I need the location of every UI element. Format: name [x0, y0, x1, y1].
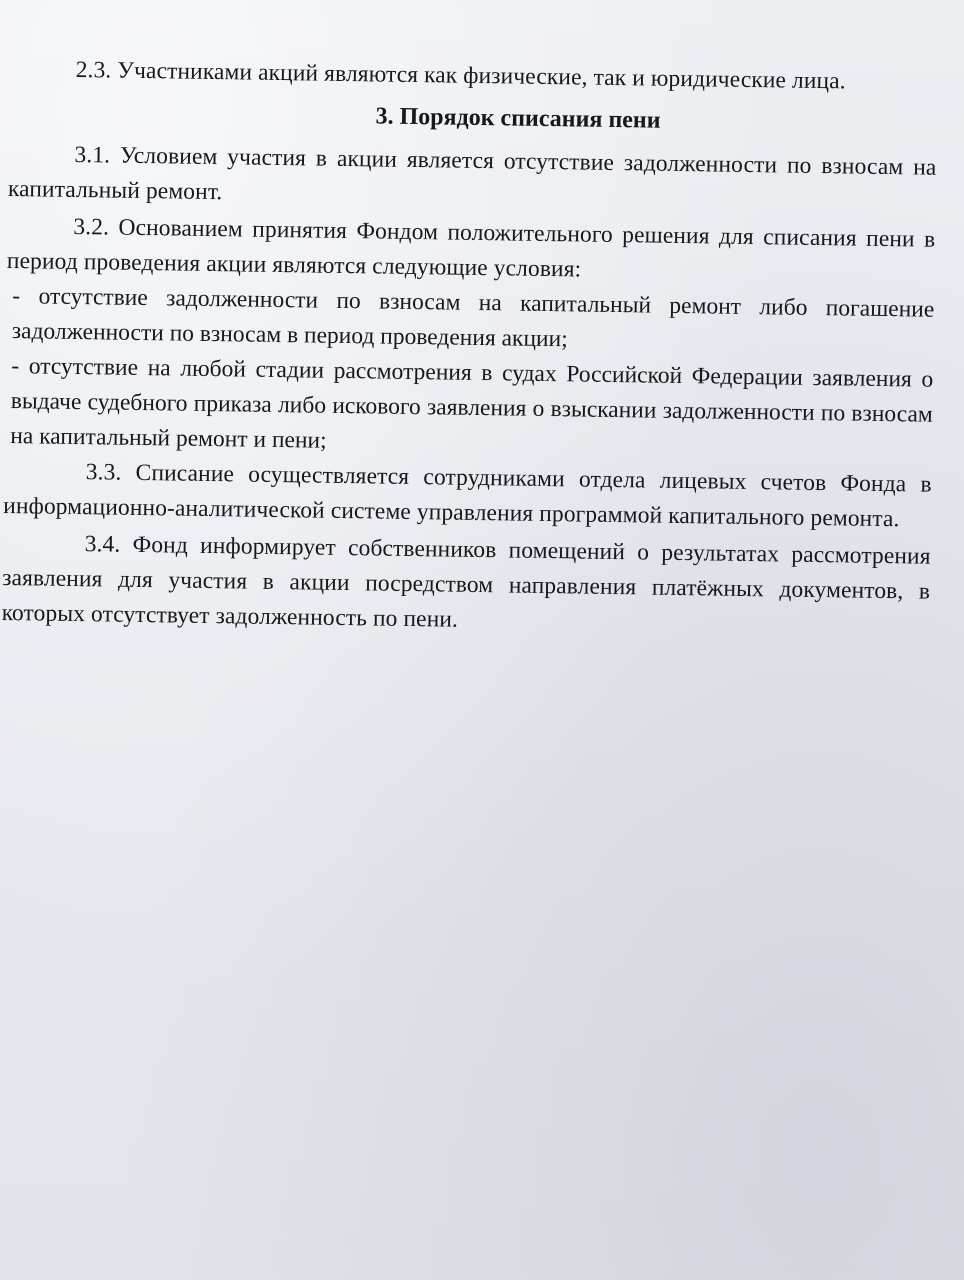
paragraph-2-3: 2.3. Участниками акций являются как физические, так и юридические лица.: [75, 56, 846, 95]
paragraph-3-2-item-2: - отсутствие на любой стадии рассмотрения в судах Российской Федерации заявления о выдаче судебного приказа либо искового заявления о взыскании задолженности по взносам на капитальный ремонт и пени;: [10, 353, 934, 454]
paragraph-3-4: 3.4. Фонд информирует собственников помещений о результатах рассмотрения заявления для участия в акции посредством направления платёжных документов, в которых отсутствует задолженность по пени.: [1, 531, 931, 633]
paragraph-3-1: 3.1. Условием участия в акции является отсутствие задолженности по взносам на капитальный ремонт.: [7, 141, 937, 206]
document-body: [1, 52, 937, 645]
section-3-title: 3. Порядок списания пени: [375, 103, 661, 134]
paragraph-3-3: 3.3. Списание осуществляется сотрудниками отдела лицевых счетов Фонда в информационно-аналитической системе управления программой капитального ремонта.: [3, 459, 932, 533]
paragraph-3-2-item-1: - отсутствие задолженности по взносам на капитальный ремонт либо погашение задолженности по взносам в период проведения акции;: [11, 283, 935, 353]
paragraph-3-2: 3.2. Основанием принятия Фондом положительного решения для списания пени в период проведения акции являются следующие условия:: [6, 213, 936, 283]
